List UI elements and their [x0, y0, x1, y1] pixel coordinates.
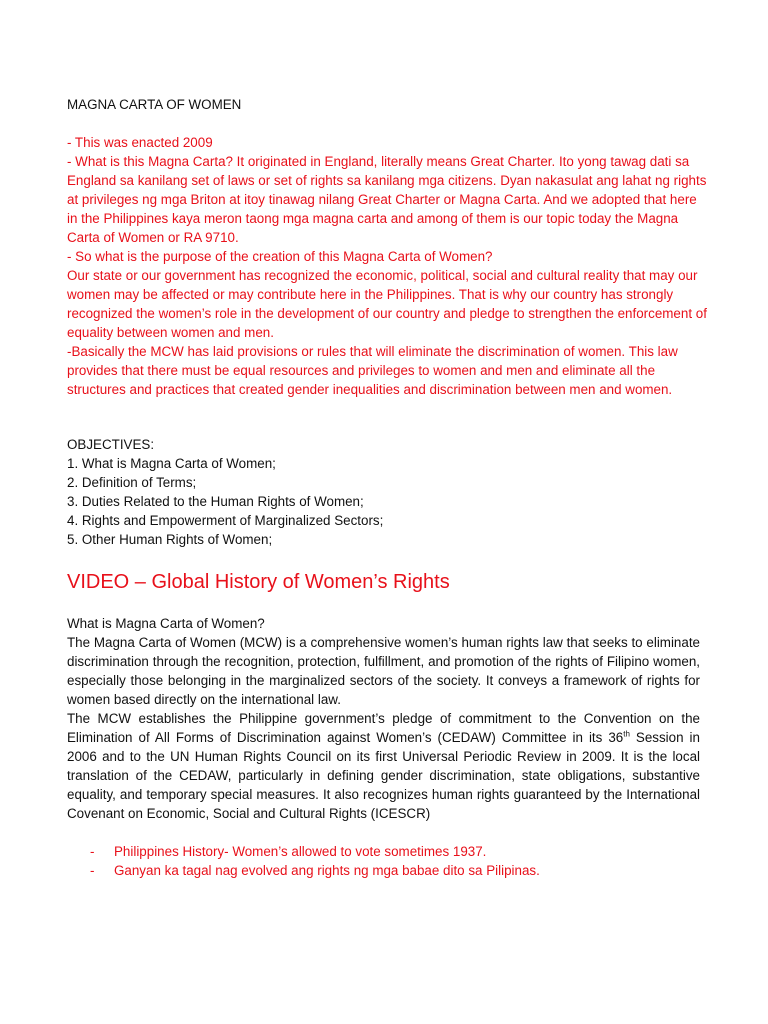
bullet-dash: - [90, 863, 95, 878]
definition-paragraph: The Magna Carta of Women (MCW) is a comprehensive women’s human rights law that seeks to eliminate discrimination through the recognition, protection, fulfillment, and promotion of the rights of Filipino women, especially those belonging in the marginalized sectors of the society. It conveys a framework of rights for women based directly on the international law. [67, 635, 700, 707]
objective-item: 3. Duties Related to the Human Rights of Women; [67, 494, 364, 509]
bullet-text: Ganyan ka tagal nag evolved ang rights ng mga babae dito sa Pilipinas. [114, 863, 540, 878]
document-title: MAGNA CARTA OF WOMEN [67, 97, 242, 112]
origin-note: - What is this Magna Carta? It originated in England, literally means Great Charter. Ito yong tawag dati sa England sa kanilang set of laws or set of rights sa kanilang mga citizens. Dyan nakasulat ang lahat ng rights at privileges ng mga Briton at itoy tinawag nilang Great Charter or Magna Carta. And we adopted that here in the Philippines kaya meron taong mga magna carta and among of them is our topic today the Magna Carta of Women or RA 9710. [67, 154, 707, 245]
bullet-text: Philippines History- Women’s allowed to vote sometimes 1937. [114, 844, 487, 859]
objective-item: 1. What is Magna Carta of Women; [67, 456, 276, 471]
enacted-note: - This was enacted 2009 [67, 135, 213, 150]
video-heading: VIDEO – Global History of Women’s Rights [67, 571, 450, 593]
list-item [90, 861, 700, 880]
purpose-question: - So what is the purpose of the creation of this Magna Carta of Women? [67, 249, 493, 264]
ordinal-suffix: th [623, 729, 630, 739]
objectives-title: OBJECTIVES: [67, 437, 155, 452]
provisions-note: -Basically the MCW has laid provisions or rules that will eliminate the discrimination of women. This law provides that there must be equal resources and privileges to women and men and eliminate all the structures and practices that created gender inequalities and discrimination between men and women. [67, 344, 678, 397]
cedaw-text-end: Session in 2006 and to the UN Human Rights Council on its first Universal Periodic Review in 2009. It is the local translation of the CEDAW, particularly in defining gender discrimination, state obligations, substantive equality, and temporary special measures. It also recognizes human rights guaranteed by the International Covenant on Economic, Social and Cultural Rights (ICESCR) [67, 730, 700, 821]
purpose-answer: Our state or our government has recognized the economic, political, social and cultural reality that may our women may be affected or may contribute here in the Philippines. That is why our country has strongly recognized the women’s role in the development of our country and pledge to strengthen the enforcement of equality between women and men. [67, 268, 707, 340]
objective-item: 4. Rights and Empowerment of Marginalized Sectors; [67, 513, 384, 528]
objective-item: 5. Other Human Rights of Women; [67, 532, 273, 547]
objectives-section [67, 435, 707, 549]
objective-item: 2. Definition of Terms; [67, 475, 197, 490]
intro-notes [67, 133, 707, 399]
definition-section [67, 614, 700, 823]
cedaw-text-start: The MCW establishes the Philippine government’s pledge of commitment to the Convention on the Elimination of All Forms of Discrimination against Women’s (CEDAW) Committee in its 36 [67, 711, 700, 745]
cedaw-paragraph [67, 709, 700, 823]
history-bullets [90, 842, 700, 880]
definition-question: What is Magna Carta of Women? [67, 616, 265, 631]
bullet-dash: - [90, 844, 95, 859]
list-item [90, 842, 700, 861]
